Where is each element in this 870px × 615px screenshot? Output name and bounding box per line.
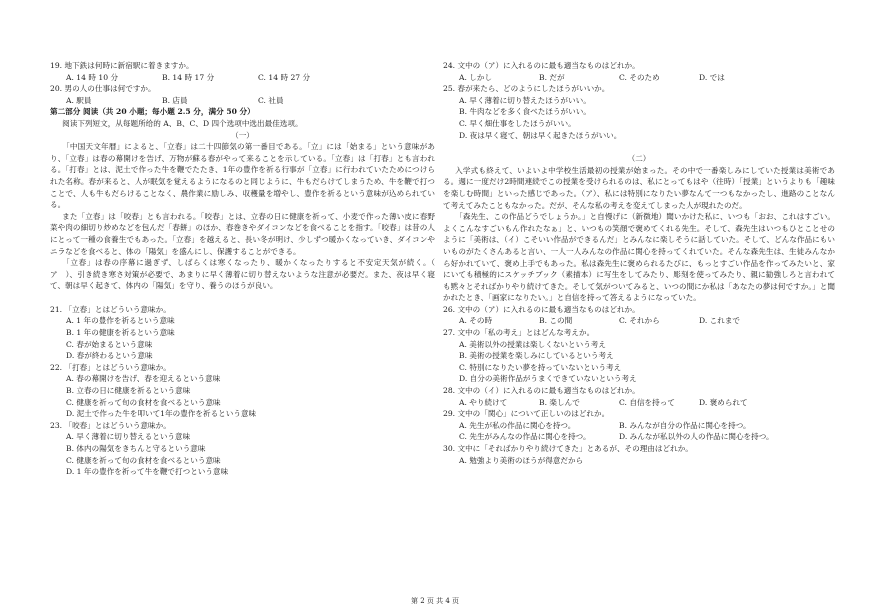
passage-number: （一）: [231, 130, 254, 140]
option-d: D. 泥土で作った牛を叩いて1年の豊作を祈るという意味: [66, 409, 257, 419]
question-29: [443, 408, 835, 443]
question-stem: 19. 地下鉄は何時に新宿駅に着きますか。: [50, 61, 194, 70]
question-stem: 30. 文中に「そればかりやり続けてきた」とあるが、その理由はどれか。: [443, 444, 693, 453]
right-column: [443, 60, 835, 466]
option-b: B. 楽しんで: [539, 397, 580, 407]
passage-paragraph: 「中国天文年暦」によると、「立春」は二十四節気の第一番目である。「立」には「始まる」という意味があり、「立春」は春の幕開けを告げ、万物が蘇る春がやって来ることを示している。「立春」は「打春」とも言われる。「打春」とは、泥土で作った牛を鞭でたたき、1年の豊作を祈る行事が「立春」に行われていたためにつけられた名称。春が来ると、人が眠気を覚えるようになるのと同じように、牛もだらけてしまうため、牛を鞭で打つことで、人も牛もだらけることなく、農作業に励しみ、収穫量を増やし、豊作を祈るという意味が込められている。: [50, 142, 435, 210]
question-21: [50, 304, 435, 362]
option-d: D. 春が終わるという意味: [66, 351, 153, 361]
option-c: C. それから: [619, 316, 660, 326]
question-24: [443, 60, 835, 83]
option-b: B. 14 時 17 分: [162, 72, 215, 82]
option-a: A. 勉強より美術のほうが得意だから: [459, 455, 584, 465]
question-stem: 20. 男の人の仕事は何ですか。: [50, 84, 156, 94]
left-column: [50, 60, 443, 478]
option-a: A. 早く薄着に切り替えたほうがいい。: [459, 95, 591, 105]
page-footer: 第 2 页 共 4 页: [410, 597, 460, 605]
question-28: [443, 385, 835, 408]
option-c: C. 社員: [258, 95, 284, 105]
option-c: C. 早く畑仕事をしたほうがいい。: [459, 118, 576, 128]
question-25: [443, 83, 835, 141]
option-a: A. しかし: [459, 72, 493, 82]
option-a: A. 駅員: [66, 95, 92, 105]
passage-number: （二）: [627, 154, 651, 164]
passage-paragraph: また「立春」は「咬春」とも言われる。「咬春」とは、立春の日に健康を祈って、小麦で作った薄い皮に春野菜や肉の細切り炒めなどを包んだ「春餅」のほか、春巻きやダイコンなどを食べることを指す。「咬春」は昔の人にとって一種の食養生でもあった。「立春」を越えると、長い冬が明け、少しずつ暖かくなっていき、ダイコンやニラなどを食べると、体の「陽気」を盛んにし、保護することができる。: [50, 211, 435, 256]
question-stem: 26. 文中の（ア）に入れるのに最も適当なものはどれか。: [443, 304, 640, 314]
question-stem: 27. 文中の「私の考え」とはどんな考えか。: [443, 328, 595, 338]
question-stem: 21. 「立春」とはどういう意味か。: [50, 304, 171, 314]
question-22: [50, 362, 435, 420]
option-c: C. 14 時 27 分: [258, 72, 311, 82]
section-instruction: 阅读下列短文，从每题所给的 A、B、C、D 四个选项中选出最佳选项。: [62, 118, 303, 128]
option-c: C. 先生がみんなの作品に関心を持つ。: [459, 432, 591, 442]
option-c: C. そのため: [619, 72, 660, 82]
option-a: A. 1 年の豊作を祈るという意味: [66, 316, 175, 326]
option-b: B. 店員: [162, 95, 188, 105]
passage-paragraph: 「立春」は春の序幕に過ぎず、しばらくは寒くなったり、暖かくなったりすると不安定天気が続く。（ ア ）、引き続き寒さ対策が必要で、あまりに早く薄着に切り替えないような注意が必要だ。また、夜は早く寝て、朝は早く起きて、体内の「陽気」を守り、養うのほうが良い。: [50, 258, 443, 291]
option-d: D. 夜は早く寝て、朝は早く起きたほうがいい。: [459, 130, 622, 140]
question-19: [50, 60, 435, 83]
question-30: [443, 443, 835, 466]
question-20: [50, 83, 435, 106]
option-b: B. 体内の陽気をきちんと守るという意味: [66, 444, 206, 453]
option-c: C. 健康を祈って旬の食材を食べるという意味: [66, 455, 221, 465]
option-b: B. みんなが自分の作品に関心を持つ。: [619, 420, 751, 430]
option-d: D. 1 年の豊作を祈って牛を鞭で打つという意味: [66, 467, 229, 477]
section-title: 第二部分 阅读（共 20 小题；每小题 2.5 分，满分 50 分）: [50, 107, 255, 117]
passage-paragraph: 「森先生、この作品どうでしょうか。」と自慢げに（新徴地）聞いかけた私に、いつも「おお、これはすごい。よくこんなすごいもん作れたなぁ」と、いつもの笑顔で褒めてくれる先生。そして、森先生はいつもひとことせのように「美術は、（イ）こそいい作品ができるんだ」とみんなに楽しそうに話していた。そして、どんな作品にもいいものがたくさんあると言い、一人一人みんなの作品に関心を持ってくれていた。そんな森先生は、生徒みんなから好かれていて、褒め上手でもあった。私は森先生に褒められるたびに、もっとすごい作品を作ってみたいと、家にいても積極的にスケッチブック（素描本）に写生をしてみたり、彫刻を使ってみたり、親に勧強しろと言われても黙々とそればかりやり続けてきた。そして気がついてみると、いつの間にか私は「あなたの夢は何ですか。」と聞かれたとき、「画家になりたい。」と自信を持って答えるようになっていた。: [443, 212, 835, 303]
option-c: C. 自信を持って: [619, 397, 675, 407]
option-a: A. 14 時 10 分: [66, 72, 119, 82]
option-b: B. この間: [539, 316, 573, 326]
question-stem: 22. 「打春」とはどういう意味か。: [50, 362, 171, 372]
option-c: C. 健康を祈って旬の食材を食べるという意味: [66, 397, 221, 407]
passage-paragraph: 入学式も終えて、いよいよ中学校生活最初の授業が始まった。その中で一番楽しみにしていた授業は美術である。週に一度だけ2時間連続でこの授業を受けられるのは、私にとってもはや（往時）「授業」というよりも「趣味を楽しむ時間」といった感じであった。（ア）、私には特別になりたい夢なんて一つもなかったし、進路のことなんて考えてみたこともなかった。だが、そんな私の考えを変えてしまった人が現れたのだ。: [443, 165, 835, 210]
question-stem: 28. 文中の（イ）に入れるのに最も適当なものはどれか。: [443, 386, 640, 396]
question-stem: 24. 文中の（ア）に入れるのに最も適当なものはどれか。: [443, 61, 640, 70]
option-b: B. 美術の授業を楽しみにしているという考え: [459, 351, 614, 361]
option-b: B. 立春の日に健康を祈るという意味: [66, 386, 191, 396]
option-d: D. これまで: [699, 316, 741, 326]
question-stem: 25. 春が来たら、どのようにしたほうがいいか。: [443, 84, 610, 94]
option-b: B. 牛肉などを多く食べたほうがいい。: [459, 107, 591, 117]
option-a: A. 先生が私の作品に関心を持つ。: [459, 420, 576, 430]
option-a: A. その時: [459, 316, 493, 326]
option-c: C. 特別になりたい夢を持っていないという考え: [459, 362, 622, 372]
option-b: B. だが: [539, 72, 565, 82]
question-stem: 29. 文中の「関心」について正しいのはどれか。: [443, 409, 610, 419]
option-d: D. では: [699, 72, 725, 82]
question-stem: 23. 「咬春」とはどういう意味か。: [50, 420, 171, 430]
option-d: D. 自分の美術作品がうまくできていないという考え: [459, 374, 637, 384]
option-a: A. 美術以外の授業は楽しくないという考え: [459, 339, 606, 349]
option-a: A. 春の幕開けを告げ、春を迎えるという意味: [66, 374, 221, 384]
option-a: A. やり続けて: [459, 397, 508, 407]
question-26: [443, 304, 835, 327]
option-a: A. 早く薄着に切り替えるという意味: [66, 432, 191, 442]
option-d: D. みんなが私以外の人の作品に関心を持つ。: [619, 432, 774, 442]
option-b: B. 1 年の健康を祈るという意味: [66, 328, 175, 338]
option-c: C. 春が始まるという意味: [66, 339, 153, 349]
question-27: [443, 327, 835, 385]
option-d: D. 褒められて: [699, 397, 748, 407]
question-23: [50, 420, 435, 478]
